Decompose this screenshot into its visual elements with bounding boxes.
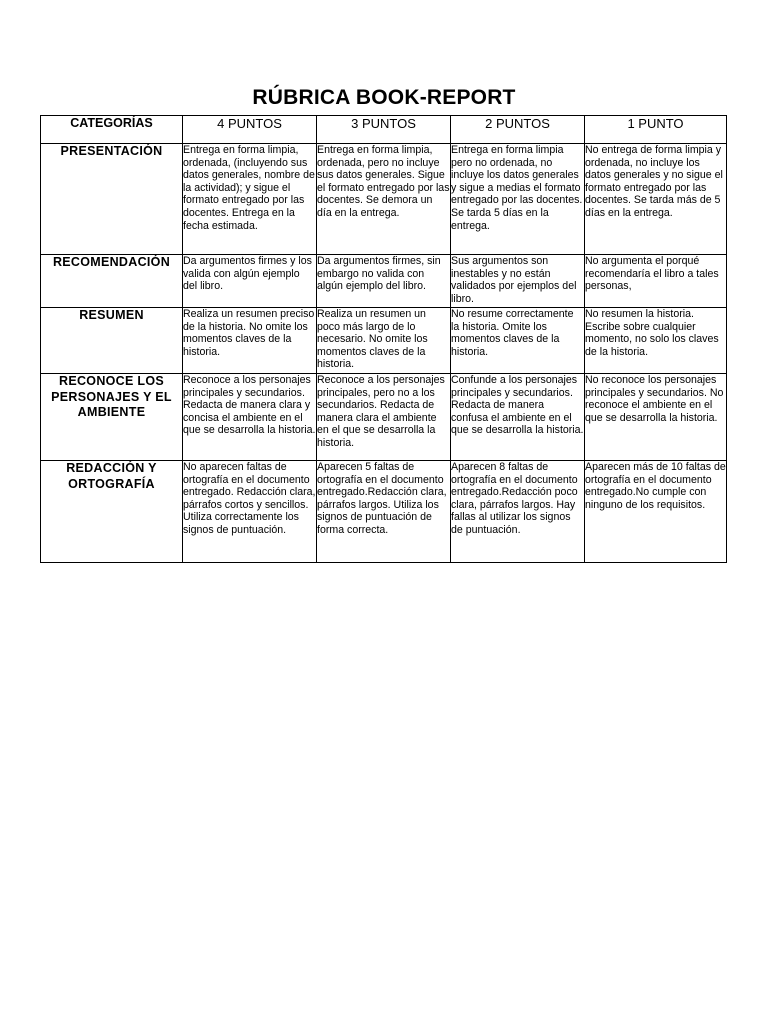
criterion-cell: Realiza un resumen preciso de la historia. No omite los momentos claves de la historia. [183,308,317,374]
criterion-cell: Entrega en forma limpia, ordenada, (incluyendo sus datos generales, nombre de la actividad); y sigue el formato entregado por las docentes. Entrega en la fecha estimada. [183,144,317,255]
category-cell: RESUMEN [41,308,183,374]
criterion-cell: Realiza un resumen un poco más largo de lo necesario. No omite los momentos claves de la historia. [317,308,451,374]
category-cell: REDACCIÓN Y ORTOGRAFÍA [41,461,183,563]
header-level-1: 1 PUNTO [585,116,727,144]
criterion-cell: Confunde a los personajes principales y secundarios. Redacta de manera confusa el ambiente en el que se desarrolla la historia. [451,374,585,461]
criterion-cell: Da argumentos firmes y los valida con algún ejemplo del libro. [183,255,317,308]
criterion-cell: No aparecen faltas de ortografía en el documento entregado. Redacción clara, párrafos cortos y sencillos. Utiliza correctamente los signos de puntuación. [183,461,317,563]
header-level-4: 4 PUNTOS [183,116,317,144]
category-cell: PRESENTACIÓN [41,144,183,255]
table-row-redaccion [41,461,727,563]
criterion-cell: Aparecen más de 10 faltas de ortografía en el documento entregado.No cumple con ninguno de los requisitos. [585,461,727,563]
category-cell: RECONOCE LOS PERSONAJES Y EL AMBIENTE [41,374,183,461]
criterion-cell: No resumen la historia. Escribe sobre cualquier momento, no solo los claves de la historia. [585,308,727,374]
header-level-2: 2 PUNTOS [451,116,585,144]
page-title: RÚBRICA BOOK-REPORT [252,86,516,109]
criterion-cell: Aparecen 5 faltas de ortografía en el documento entregado.Redacción clara, párrafos largos. Utiliza los signos de puntuación de forma correcta. [317,461,451,563]
criterion-cell: Reconoce a los personajes principales, pero no a los secundarios. Redacta de manera clara el ambiente en el que se desarrolla la historia. [317,374,451,461]
criterion-cell: No reconoce los personajes principales y secundarios. No reconoce el ambiente en el que se desarrolla la historia. [585,374,727,461]
criterion-cell: No resume correctamente la historia. Omite los momentos claves de la historia. [451,308,585,374]
criterion-cell: Reconoce a los personajes principales y secundarios. Redacta de manera clara y concisa el ambiente en el que se desarrolla la historia. [183,374,317,461]
header-categories: CATEGORÍAS [41,116,183,144]
criterion-cell: Aparecen 8 faltas de ortografía en el documento entregado.Redacción poco clara, párrafos largos. Hay fallas al utilizar los signos de puntuación. [451,461,585,563]
rubric-table [40,115,727,563]
table-row-personajes [41,374,727,461]
criterion-cell: No entrega de forma limpia y ordenada, no incluye los datos generales y no sigue el formato entregado por las docentes. Se tarda más de 5 días en la entrega. [585,144,727,255]
table-row-recomendacion [41,255,727,308]
criterion-cell: Entrega en forma limpia pero no ordenada, no incluye los datos generales y sigue a medias el formato entregado por las docentes. Se tarda 5 días en la entrega. [451,144,585,255]
category-cell: RECOMENDACIÓN [41,255,183,308]
criterion-cell: Sus argumentos son inestables y no están validados por ejemplos del libro. [451,255,585,308]
criterion-cell: No argumenta el porqué recomendaría el libro a tales personas, [585,255,727,308]
table-row-resumen [41,308,727,374]
criterion-cell: Entrega en forma limpia, ordenada, pero no incluye sus datos generales. Sigue el formato entregado por las docentes. Se demora un día en la entrega. [317,144,451,255]
header-row [41,116,727,144]
criterion-cell: Da argumentos firmes, sin embargo no valida con algún ejemplo del libro. [317,255,451,308]
table-row-presentacion [41,144,727,255]
header-level-3: 3 PUNTOS [317,116,451,144]
